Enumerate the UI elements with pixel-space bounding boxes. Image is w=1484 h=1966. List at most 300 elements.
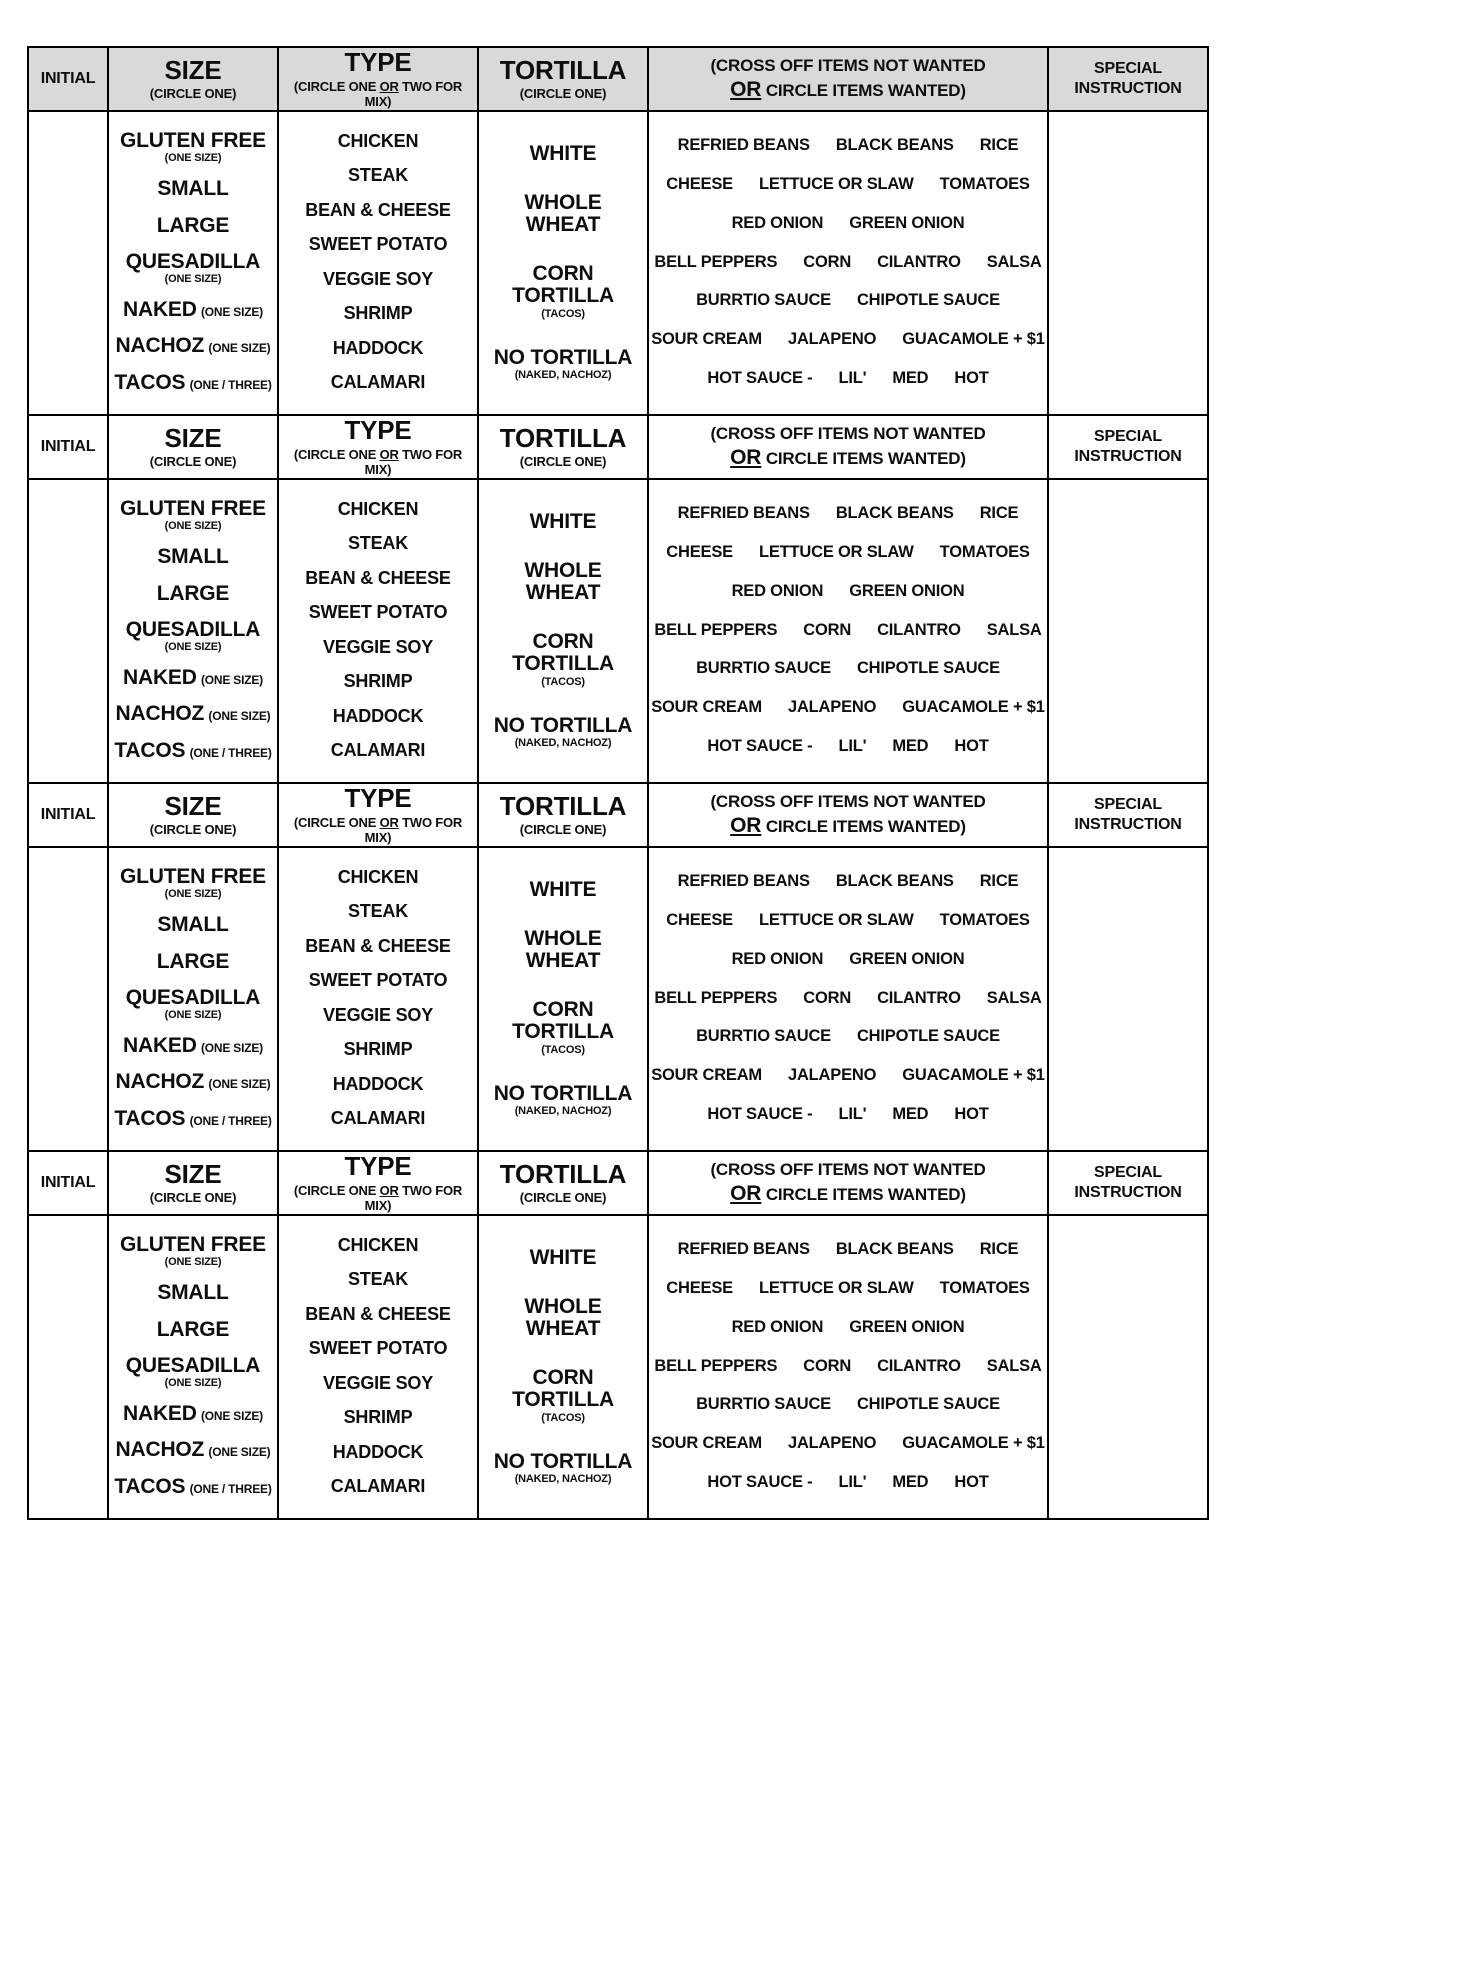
size-options-cell <box>108 111 278 415</box>
topping-green-onion[interactable]: GREEN ONION <box>849 1317 965 1336</box>
toppings-line-4 <box>651 989 1045 1008</box>
size-option-tacos[interactable]: TACOS (ONE / THREE) <box>114 1106 272 1130</box>
size-option-gluten-free[interactable]: GLUTEN FREE (ONE SIZE) <box>120 497 266 533</box>
size-header-sublabel: (CIRCLE ONE) <box>149 454 237 470</box>
toppings-cell <box>648 479 1048 783</box>
type-options-cell <box>278 111 478 415</box>
type-header-cell <box>278 47 478 111</box>
special-header-label2: INSTRUCTION <box>1074 448 1182 465</box>
size-option-large[interactable]: LARGE <box>156 1317 230 1341</box>
toppings-line-4 <box>651 253 1045 272</box>
tortilla-option-corn-tortilla[interactable]: CORN TORTILLA (TACOS) <box>512 998 614 1056</box>
topping-bell-peppers[interactable]: BELL PEPPERS <box>654 988 778 1007</box>
type-option-veggie-soy[interactable]: VEGGIE SOY <box>322 1372 434 1393</box>
size-options-list <box>109 480 277 780</box>
toppings-header-line2 <box>649 77 1047 102</box>
tortilla-option-no-tortilla[interactable]: NO TORTILLA (NAKED, NACHOZ) <box>493 345 633 381</box>
topping-hot-sauce-hot[interactable]: HOT <box>954 369 989 388</box>
size-option-small[interactable]: SMALL <box>157 1281 229 1305</box>
toppings-header-line2-rest: CIRCLE ITEMS WANTED) <box>765 449 966 469</box>
toppings-line-5 <box>651 1395 1045 1414</box>
initial-write-in-cell[interactable] <box>28 1215 108 1519</box>
type-option-calamari[interactable]: CALAMARI <box>330 1108 426 1129</box>
topping-cheese[interactable]: CHEESE <box>666 542 733 561</box>
special-header-label1: SPECIAL <box>1094 60 1162 77</box>
topping-green-onion[interactable]: GREEN ONION <box>849 949 965 968</box>
size-option-small[interactable]: SMALL <box>157 177 229 201</box>
toppings-list <box>649 112 1047 412</box>
initial-header-cell <box>28 415 108 479</box>
tortilla-option-corn-tortilla[interactable]: CORN TORTILLA (TACOS) <box>512 630 614 688</box>
initial-write-in-cell[interactable] <box>28 111 108 415</box>
tortilla-header-label: TORTILLA <box>499 790 627 821</box>
size-options-list <box>109 848 277 1148</box>
tortilla-header-cell <box>478 783 648 847</box>
topping-guacamole[interactable]: GUACAMOLE + $1 <box>902 1434 1045 1453</box>
toppings-line-3 <box>651 582 1045 601</box>
type-option-sweet-potato[interactable]: SWEET POTATO <box>308 234 448 255</box>
type-header-sublabel <box>279 815 477 845</box>
type-sublabel-pre: (CIRCLE ONE <box>293 78 377 94</box>
type-options-list <box>279 848 477 1148</box>
initial-write-in-cell[interactable] <box>28 847 108 1151</box>
special-header-label2: INSTRUCTION <box>1074 80 1182 97</box>
toppings-line-3 <box>651 214 1045 233</box>
topping-hot-sauce-hot[interactable]: HOT <box>954 737 989 756</box>
type-option-shrimp[interactable]: SHRIMP <box>343 303 413 324</box>
topping-jalapeno[interactable]: JALAPENO <box>787 698 877 717</box>
initial-header-cell <box>28 47 108 111</box>
initial-header-cell <box>28 1151 108 1215</box>
tortilla-option-whole-wheat[interactable]: WHOLE WHEAT <box>524 191 602 237</box>
topping-black-beans[interactable]: BLACK BEANS <box>835 871 954 890</box>
topping-corn[interactable]: CORN <box>803 252 852 271</box>
tortilla-header-cell <box>478 1151 648 1215</box>
section-header-row <box>28 783 1208 847</box>
toppings-header-line2-rest: CIRCLE ITEMS WANTED) <box>765 1185 966 1205</box>
tortilla-options-cell <box>478 847 648 1151</box>
topping-salsa[interactable]: SALSA <box>986 620 1042 639</box>
topping-salsa[interactable]: SALSA <box>986 252 1042 271</box>
tortilla-option-white[interactable]: WHITE <box>529 510 597 534</box>
type-option-shrimp[interactable]: SHRIMP <box>343 671 413 692</box>
type-option-chicken[interactable]: CHICKEN <box>337 130 419 151</box>
toppings-line-7 <box>651 1105 1045 1124</box>
type-option-sweet-potato[interactable]: SWEET POTATO <box>308 1338 448 1359</box>
type-options-list <box>279 480 477 780</box>
topping-cheese[interactable]: CHEESE <box>666 174 733 193</box>
topping-rice[interactable]: RICE <box>979 1239 1019 1258</box>
tortilla-option-white[interactable]: WHITE <box>529 878 597 902</box>
topping-lettuce-or-slaw[interactable]: LETTUCE OR SLAW <box>758 910 914 929</box>
size-option-tacos[interactable]: TACOS (ONE / THREE) <box>114 370 272 394</box>
topping-lettuce-or-slaw[interactable]: LETTUCE OR SLAW <box>758 542 914 561</box>
initial-header-label: INITIAL <box>40 1174 96 1191</box>
toppings-line-5 <box>651 659 1045 678</box>
topping-red-onion[interactable]: RED ONION <box>731 213 824 232</box>
type-option-bean-cheese[interactable]: BEAN & CHEESE <box>305 567 451 588</box>
size-option-nachoz[interactable]: NACHOZ (ONE SIZE) <box>115 1438 271 1462</box>
special-header-label1: SPECIAL <box>1094 428 1162 445</box>
tortilla-option-whole-wheat[interactable]: WHOLE WHEAT <box>524 927 602 973</box>
size-header-label: SIZE <box>164 54 222 85</box>
type-option-haddock[interactable]: HADDOCK <box>332 1441 424 1462</box>
toppings-line-7 <box>651 737 1045 756</box>
tortilla-option-no-tortilla[interactable]: NO TORTILLA (NAKED, NACHOZ) <box>493 713 633 749</box>
tortilla-option-corn-tortilla[interactable]: CORN TORTILLA (TACOS) <box>512 1366 614 1424</box>
type-option-chicken[interactable]: CHICKEN <box>337 498 419 519</box>
type-option-haddock[interactable]: HADDOCK <box>332 1073 424 1094</box>
toppings-line-6 <box>651 1434 1045 1453</box>
type-option-sweet-potato[interactable]: SWEET POTATO <box>308 970 448 991</box>
topping-green-onion[interactable]: GREEN ONION <box>849 213 965 232</box>
toppings-line-7 <box>651 1473 1045 1492</box>
size-header-label: SIZE <box>164 422 222 453</box>
toppings-cell <box>648 1215 1048 1519</box>
topping-corn[interactable]: CORN <box>803 1356 852 1375</box>
topping-lettuce-or-slaw[interactable]: LETTUCE OR SLAW <box>758 1278 914 1297</box>
special-header-label2: INSTRUCTION <box>1074 1184 1182 1201</box>
topping-hot-sauce-label[interactable]: HOT SAUCE - <box>707 1105 813 1124</box>
type-sublabel-or: OR <box>379 78 399 94</box>
type-option-calamari[interactable]: CALAMARI <box>330 740 426 761</box>
tortilla-options-list <box>479 1216 647 1516</box>
order-section <box>28 47 1208 415</box>
order-section <box>28 783 1208 1151</box>
topping-burrtio-sauce[interactable]: BURRTIO SAUCE <box>696 291 831 310</box>
size-option-naked[interactable]: NAKED (ONE SIZE) <box>123 666 263 690</box>
type-options-cell <box>278 1215 478 1519</box>
size-option-quesadilla[interactable]: QUESADILLA (ONE SIZE) <box>125 249 261 285</box>
special-instruction-write-in-cell[interactable] <box>1048 479 1208 783</box>
topping-hot-sauce-med[interactable]: MED <box>892 737 929 756</box>
topping-sour-cream[interactable]: SOUR CREAM <box>651 698 762 717</box>
type-header-sublabel <box>279 1183 477 1213</box>
type-option-veggie-soy[interactable]: VEGGIE SOY <box>322 1004 434 1025</box>
size-option-nachoz[interactable]: NACHOZ (ONE SIZE) <box>115 334 271 358</box>
type-sublabel-pre: (CIRCLE ONE <box>293 1182 377 1198</box>
topping-chipotle-sauce[interactable]: CHIPOTLE SAUCE <box>856 1395 1000 1414</box>
topping-guacamole[interactable]: GUACAMOLE + $1 <box>902 330 1045 349</box>
type-option-calamari[interactable]: CALAMARI <box>330 372 426 393</box>
type-options-cell <box>278 847 478 1151</box>
topping-jalapeno[interactable]: JALAPENO <box>787 1066 877 1085</box>
tortilla-header-sublabel: (CIRCLE ONE) <box>519 454 607 470</box>
toppings-header-line2 <box>649 1181 1047 1206</box>
size-options-cell <box>108 1215 278 1519</box>
toppings-header-or: OR <box>730 446 762 470</box>
size-option-gluten-free[interactable]: GLUTEN FREE (ONE SIZE) <box>120 1233 266 1269</box>
tortilla-options-cell <box>478 111 648 415</box>
toppings-cell <box>648 847 1048 1151</box>
topping-guacamole[interactable]: GUACAMOLE + $1 <box>902 1066 1045 1085</box>
type-option-sweet-potato[interactable]: SWEET POTATO <box>308 602 448 623</box>
toppings-header-line1: (CROSS OFF ITEMS NOT WANTED <box>710 423 986 443</box>
size-header-label: SIZE <box>164 790 222 821</box>
topping-tomatoes[interactable]: TOMATOES <box>939 174 1030 193</box>
type-option-chicken[interactable]: CHICKEN <box>337 1234 419 1255</box>
topping-cilantro[interactable]: CILANTRO <box>877 988 961 1007</box>
special-instruction-write-in-cell[interactable] <box>1048 1215 1208 1519</box>
topping-corn[interactable]: CORN <box>803 988 852 1007</box>
toppings-header-cell <box>648 1151 1048 1215</box>
topping-cilantro[interactable]: CILANTRO <box>877 620 961 639</box>
tortilla-header-sublabel: (CIRCLE ONE) <box>519 822 607 838</box>
topping-hot-sauce-med[interactable]: MED <box>892 369 929 388</box>
size-options-list <box>109 1216 277 1516</box>
size-header-sublabel: (CIRCLE ONE) <box>149 1190 237 1206</box>
topping-burrtio-sauce[interactable]: BURRTIO SAUCE <box>696 1395 831 1414</box>
order-section <box>28 415 1208 783</box>
topping-bell-peppers[interactable]: BELL PEPPERS <box>654 620 778 639</box>
type-option-calamari[interactable]: CALAMARI <box>330 1476 426 1497</box>
type-option-steak[interactable]: STEAK <box>347 1269 408 1290</box>
special-instruction-header-cell <box>1048 783 1208 847</box>
type-sublabel-pre: (CIRCLE ONE <box>293 446 377 462</box>
toppings-header-line1: (CROSS OFF ITEMS NOT WANTED <box>710 1159 986 1179</box>
type-sublabel-post: TWO FOR MIX) <box>364 446 463 477</box>
size-header-sublabel: (CIRCLE ONE) <box>149 822 237 838</box>
type-options-list <box>279 1216 477 1516</box>
type-option-bean-cheese[interactable]: BEAN & CHEESE <box>305 199 451 220</box>
topping-guacamole[interactable]: GUACAMOLE + $1 <box>902 698 1045 717</box>
size-option-small[interactable]: SMALL <box>157 913 229 937</box>
type-header-label: TYPE <box>344 47 412 78</box>
tortilla-options-list <box>479 480 647 780</box>
toppings-line-2 <box>651 543 1045 562</box>
special-instruction-write-in-cell[interactable] <box>1048 847 1208 1151</box>
tortilla-header-cell <box>478 415 648 479</box>
tortilla-header-sublabel: (CIRCLE ONE) <box>519 1190 607 1206</box>
size-option-gluten-free[interactable]: GLUTEN FREE (ONE SIZE) <box>120 865 266 901</box>
topping-black-beans[interactable]: BLACK BEANS <box>835 135 954 154</box>
topping-sour-cream[interactable]: SOUR CREAM <box>651 1066 762 1085</box>
type-option-shrimp[interactable]: SHRIMP <box>343 1039 413 1060</box>
size-option-quesadilla[interactable]: QUESADILLA (ONE SIZE) <box>125 985 261 1021</box>
special-instruction-write-in-cell[interactable] <box>1048 111 1208 415</box>
topping-black-beans[interactable]: BLACK BEANS <box>835 1239 954 1258</box>
topping-cilantro[interactable]: CILANTRO <box>877 1356 961 1375</box>
tortilla-header-label: TORTILLA <box>499 422 627 453</box>
type-sublabel-post: TWO FOR MIX) <box>364 814 463 845</box>
toppings-header-line2-rest: CIRCLE ITEMS WANTED) <box>765 817 966 837</box>
size-option-naked[interactable]: NAKED (ONE SIZE) <box>123 298 263 322</box>
size-option-small[interactable]: SMALL <box>157 545 229 569</box>
initial-header-cell <box>28 783 108 847</box>
tortilla-header-sublabel: (CIRCLE ONE) <box>519 86 607 102</box>
section-body-row <box>28 479 1208 783</box>
size-options-cell <box>108 847 278 1151</box>
size-option-tacos[interactable]: TACOS (ONE / THREE) <box>114 738 272 762</box>
topping-cheese[interactable]: CHEESE <box>666 910 733 929</box>
topping-tomatoes[interactable]: TOMATOES <box>939 1278 1030 1297</box>
topping-rice[interactable]: RICE <box>979 135 1019 154</box>
topping-hot-sauce-hot[interactable]: HOT <box>954 1105 989 1124</box>
tortilla-header-label: TORTILLA <box>499 1158 627 1189</box>
toppings-header-line2-rest: CIRCLE ITEMS WANTED) <box>765 81 966 101</box>
topping-black-beans[interactable]: BLACK BEANS <box>835 503 954 522</box>
toppings-header-or: OR <box>730 78 762 102</box>
topping-hot-sauce-label[interactable]: HOT SAUCE - <box>707 737 813 756</box>
toppings-line-1 <box>651 136 1045 155</box>
size-option-nachoz[interactable]: NACHOZ (ONE SIZE) <box>115 1070 271 1094</box>
topping-chipotle-sauce[interactable]: CHIPOTLE SAUCE <box>856 659 1000 678</box>
type-option-bean-cheese[interactable]: BEAN & CHEESE <box>305 935 451 956</box>
toppings-header-cell <box>648 47 1048 111</box>
topping-burrtio-sauce[interactable]: BURRTIO SAUCE <box>696 1027 831 1046</box>
topping-jalapeno[interactable]: JALAPENO <box>787 330 877 349</box>
special-header-label1: SPECIAL <box>1094 1164 1162 1181</box>
size-header-cell <box>108 1151 278 1215</box>
topping-refried-beans[interactable]: REFRIED BEANS <box>677 871 810 890</box>
toppings-line-1 <box>651 872 1045 891</box>
topping-cheese[interactable]: CHEESE <box>666 1278 733 1297</box>
type-option-bean-cheese[interactable]: BEAN & CHEESE <box>305 1303 451 1324</box>
type-header-label: TYPE <box>344 783 412 814</box>
topping-cilantro[interactable]: CILANTRO <box>877 252 961 271</box>
tortilla-header-cell <box>478 47 648 111</box>
tortilla-option-white[interactable]: WHITE <box>529 142 597 166</box>
type-option-steak[interactable]: STEAK <box>347 165 408 186</box>
topping-chipotle-sauce[interactable]: CHIPOTLE SAUCE <box>856 291 1000 310</box>
type-sublabel-post: TWO FOR MIX) <box>364 1182 463 1213</box>
topping-hot-sauce-med[interactable]: MED <box>892 1105 929 1124</box>
topping-green-onion[interactable]: GREEN ONION <box>849 581 965 600</box>
topping-hot-sauce-med[interactable]: MED <box>892 1473 929 1492</box>
topping-bell-peppers[interactable]: BELL PEPPERS <box>654 1356 778 1375</box>
toppings-line-3 <box>651 950 1045 969</box>
topping-red-onion[interactable]: RED ONION <box>731 581 824 600</box>
topping-hot-sauce-lil[interactable]: LIL' <box>838 737 867 756</box>
topping-rice[interactable]: RICE <box>979 503 1019 522</box>
toppings-list <box>649 480 1047 780</box>
special-header-label1: SPECIAL <box>1094 796 1162 813</box>
toppings-line-2 <box>651 1279 1045 1298</box>
topping-jalapeno[interactable]: JALAPENO <box>787 1434 877 1453</box>
special-instruction-header-cell <box>1048 415 1208 479</box>
topping-chipotle-sauce[interactable]: CHIPOTLE SAUCE <box>856 1027 1000 1046</box>
topping-burrtio-sauce[interactable]: BURRTIO SAUCE <box>696 659 831 678</box>
size-header-cell <box>108 415 278 479</box>
initial-header-label: INITIAL <box>40 806 96 823</box>
tortilla-options-list <box>479 112 647 412</box>
size-option-quesadilla[interactable]: QUESADILLA (ONE SIZE) <box>125 1353 261 1389</box>
order-form-table <box>27 46 1209 1520</box>
toppings-line-2 <box>651 175 1045 194</box>
type-option-steak[interactable]: STEAK <box>347 901 408 922</box>
type-option-chicken[interactable]: CHICKEN <box>337 866 419 887</box>
toppings-header-or: OR <box>730 814 762 838</box>
toppings-list <box>649 1216 1047 1516</box>
initial-write-in-cell[interactable] <box>28 479 108 783</box>
tortilla-options-list <box>479 848 647 1148</box>
tortilla-option-no-tortilla[interactable]: NO TORTILLA (NAKED, NACHOZ) <box>493 1449 633 1485</box>
toppings-line-6 <box>651 698 1045 717</box>
topping-salsa[interactable]: SALSA <box>986 988 1042 1007</box>
toppings-list <box>649 848 1047 1148</box>
topping-corn[interactable]: CORN <box>803 620 852 639</box>
topping-bell-peppers[interactable]: BELL PEPPERS <box>654 252 778 271</box>
section-header-row <box>28 1151 1208 1215</box>
type-sublabel-or: OR <box>379 1182 399 1198</box>
section-header-row <box>28 47 1208 111</box>
topping-hot-sauce-hot[interactable]: HOT <box>954 1473 989 1492</box>
tortilla-option-no-tortilla[interactable]: NO TORTILLA (NAKED, NACHOZ) <box>493 1081 633 1117</box>
size-option-naked[interactable]: NAKED (ONE SIZE) <box>123 1034 263 1058</box>
topping-red-onion[interactable]: RED ONION <box>731 1317 824 1336</box>
type-option-steak[interactable]: STEAK <box>347 533 408 554</box>
section-header-row <box>28 415 1208 479</box>
topping-hot-sauce-label[interactable]: HOT SAUCE - <box>707 369 813 388</box>
type-option-haddock[interactable]: HADDOCK <box>332 337 424 358</box>
tortilla-option-white[interactable]: WHITE <box>529 1246 597 1270</box>
size-option-gluten-free[interactable]: GLUTEN FREE (ONE SIZE) <box>120 129 266 165</box>
type-header-label: TYPE <box>344 1151 412 1182</box>
topping-hot-sauce-lil[interactable]: LIL' <box>838 1473 867 1492</box>
special-header-label2: INSTRUCTION <box>1074 816 1182 833</box>
topping-red-onion[interactable]: RED ONION <box>731 949 824 968</box>
section-body-row <box>28 847 1208 1151</box>
topping-sour-cream[interactable]: SOUR CREAM <box>651 330 762 349</box>
type-header-cell <box>278 783 478 847</box>
topping-refried-beans[interactable]: REFRIED BEANS <box>677 1239 810 1258</box>
tortilla-option-whole-wheat[interactable]: WHOLE WHEAT <box>524 1295 602 1341</box>
size-header-cell <box>108 47 278 111</box>
size-option-large[interactable]: LARGE <box>156 581 230 605</box>
type-sublabel-or: OR <box>379 814 399 830</box>
type-option-veggie-soy[interactable]: VEGGIE SOY <box>322 636 434 657</box>
type-options-list <box>279 112 477 412</box>
tortilla-option-corn-tortilla[interactable]: CORN TORTILLA (TACOS) <box>512 262 614 320</box>
topping-refried-beans[interactable]: REFRIED BEANS <box>677 503 810 522</box>
size-option-large[interactable]: LARGE <box>156 949 230 973</box>
topping-lettuce-or-slaw[interactable]: LETTUCE OR SLAW <box>758 174 914 193</box>
topping-tomatoes[interactable]: TOMATOES <box>939 910 1030 929</box>
topping-sour-cream[interactable]: SOUR CREAM <box>651 1434 762 1453</box>
size-option-naked[interactable]: NAKED (ONE SIZE) <box>123 1402 263 1426</box>
topping-refried-beans[interactable]: REFRIED BEANS <box>677 135 810 154</box>
toppings-line-6 <box>651 1066 1045 1085</box>
size-option-tacos[interactable]: TACOS (ONE / THREE) <box>114 1474 272 1498</box>
toppings-header-line1: (CROSS OFF ITEMS NOT WANTED <box>710 55 986 75</box>
special-instruction-header-cell <box>1048 47 1208 111</box>
initial-header-label: INITIAL <box>40 438 96 455</box>
topping-hot-sauce-lil[interactable]: LIL' <box>838 369 867 388</box>
tortilla-option-whole-wheat[interactable]: WHOLE WHEAT <box>524 559 602 605</box>
size-option-nachoz[interactable]: NACHOZ (ONE SIZE) <box>115 702 271 726</box>
topping-tomatoes[interactable]: TOMATOES <box>939 542 1030 561</box>
type-option-haddock[interactable]: HADDOCK <box>332 705 424 726</box>
topping-salsa[interactable]: SALSA <box>986 1356 1042 1375</box>
toppings-line-2 <box>651 911 1045 930</box>
topping-hot-sauce-label[interactable]: HOT SAUCE - <box>707 1473 813 1492</box>
tortilla-options-cell <box>478 479 648 783</box>
size-option-large[interactable]: LARGE <box>156 213 230 237</box>
type-option-shrimp[interactable]: SHRIMP <box>343 1407 413 1428</box>
type-option-veggie-soy[interactable]: VEGGIE SOY <box>322 268 434 289</box>
toppings-header-or: OR <box>730 1182 762 1206</box>
size-option-quesadilla[interactable]: QUESADILLA (ONE SIZE) <box>125 617 261 653</box>
size-options-list <box>109 112 277 412</box>
toppings-header-line2 <box>649 445 1047 470</box>
type-header-sublabel <box>279 79 477 109</box>
toppings-line-4 <box>651 621 1045 640</box>
special-instruction-header-cell <box>1048 1151 1208 1215</box>
toppings-line-7 <box>651 369 1045 388</box>
type-header-label: TYPE <box>344 415 412 446</box>
topping-rice[interactable]: RICE <box>979 871 1019 890</box>
topping-hot-sauce-lil[interactable]: LIL' <box>838 1105 867 1124</box>
